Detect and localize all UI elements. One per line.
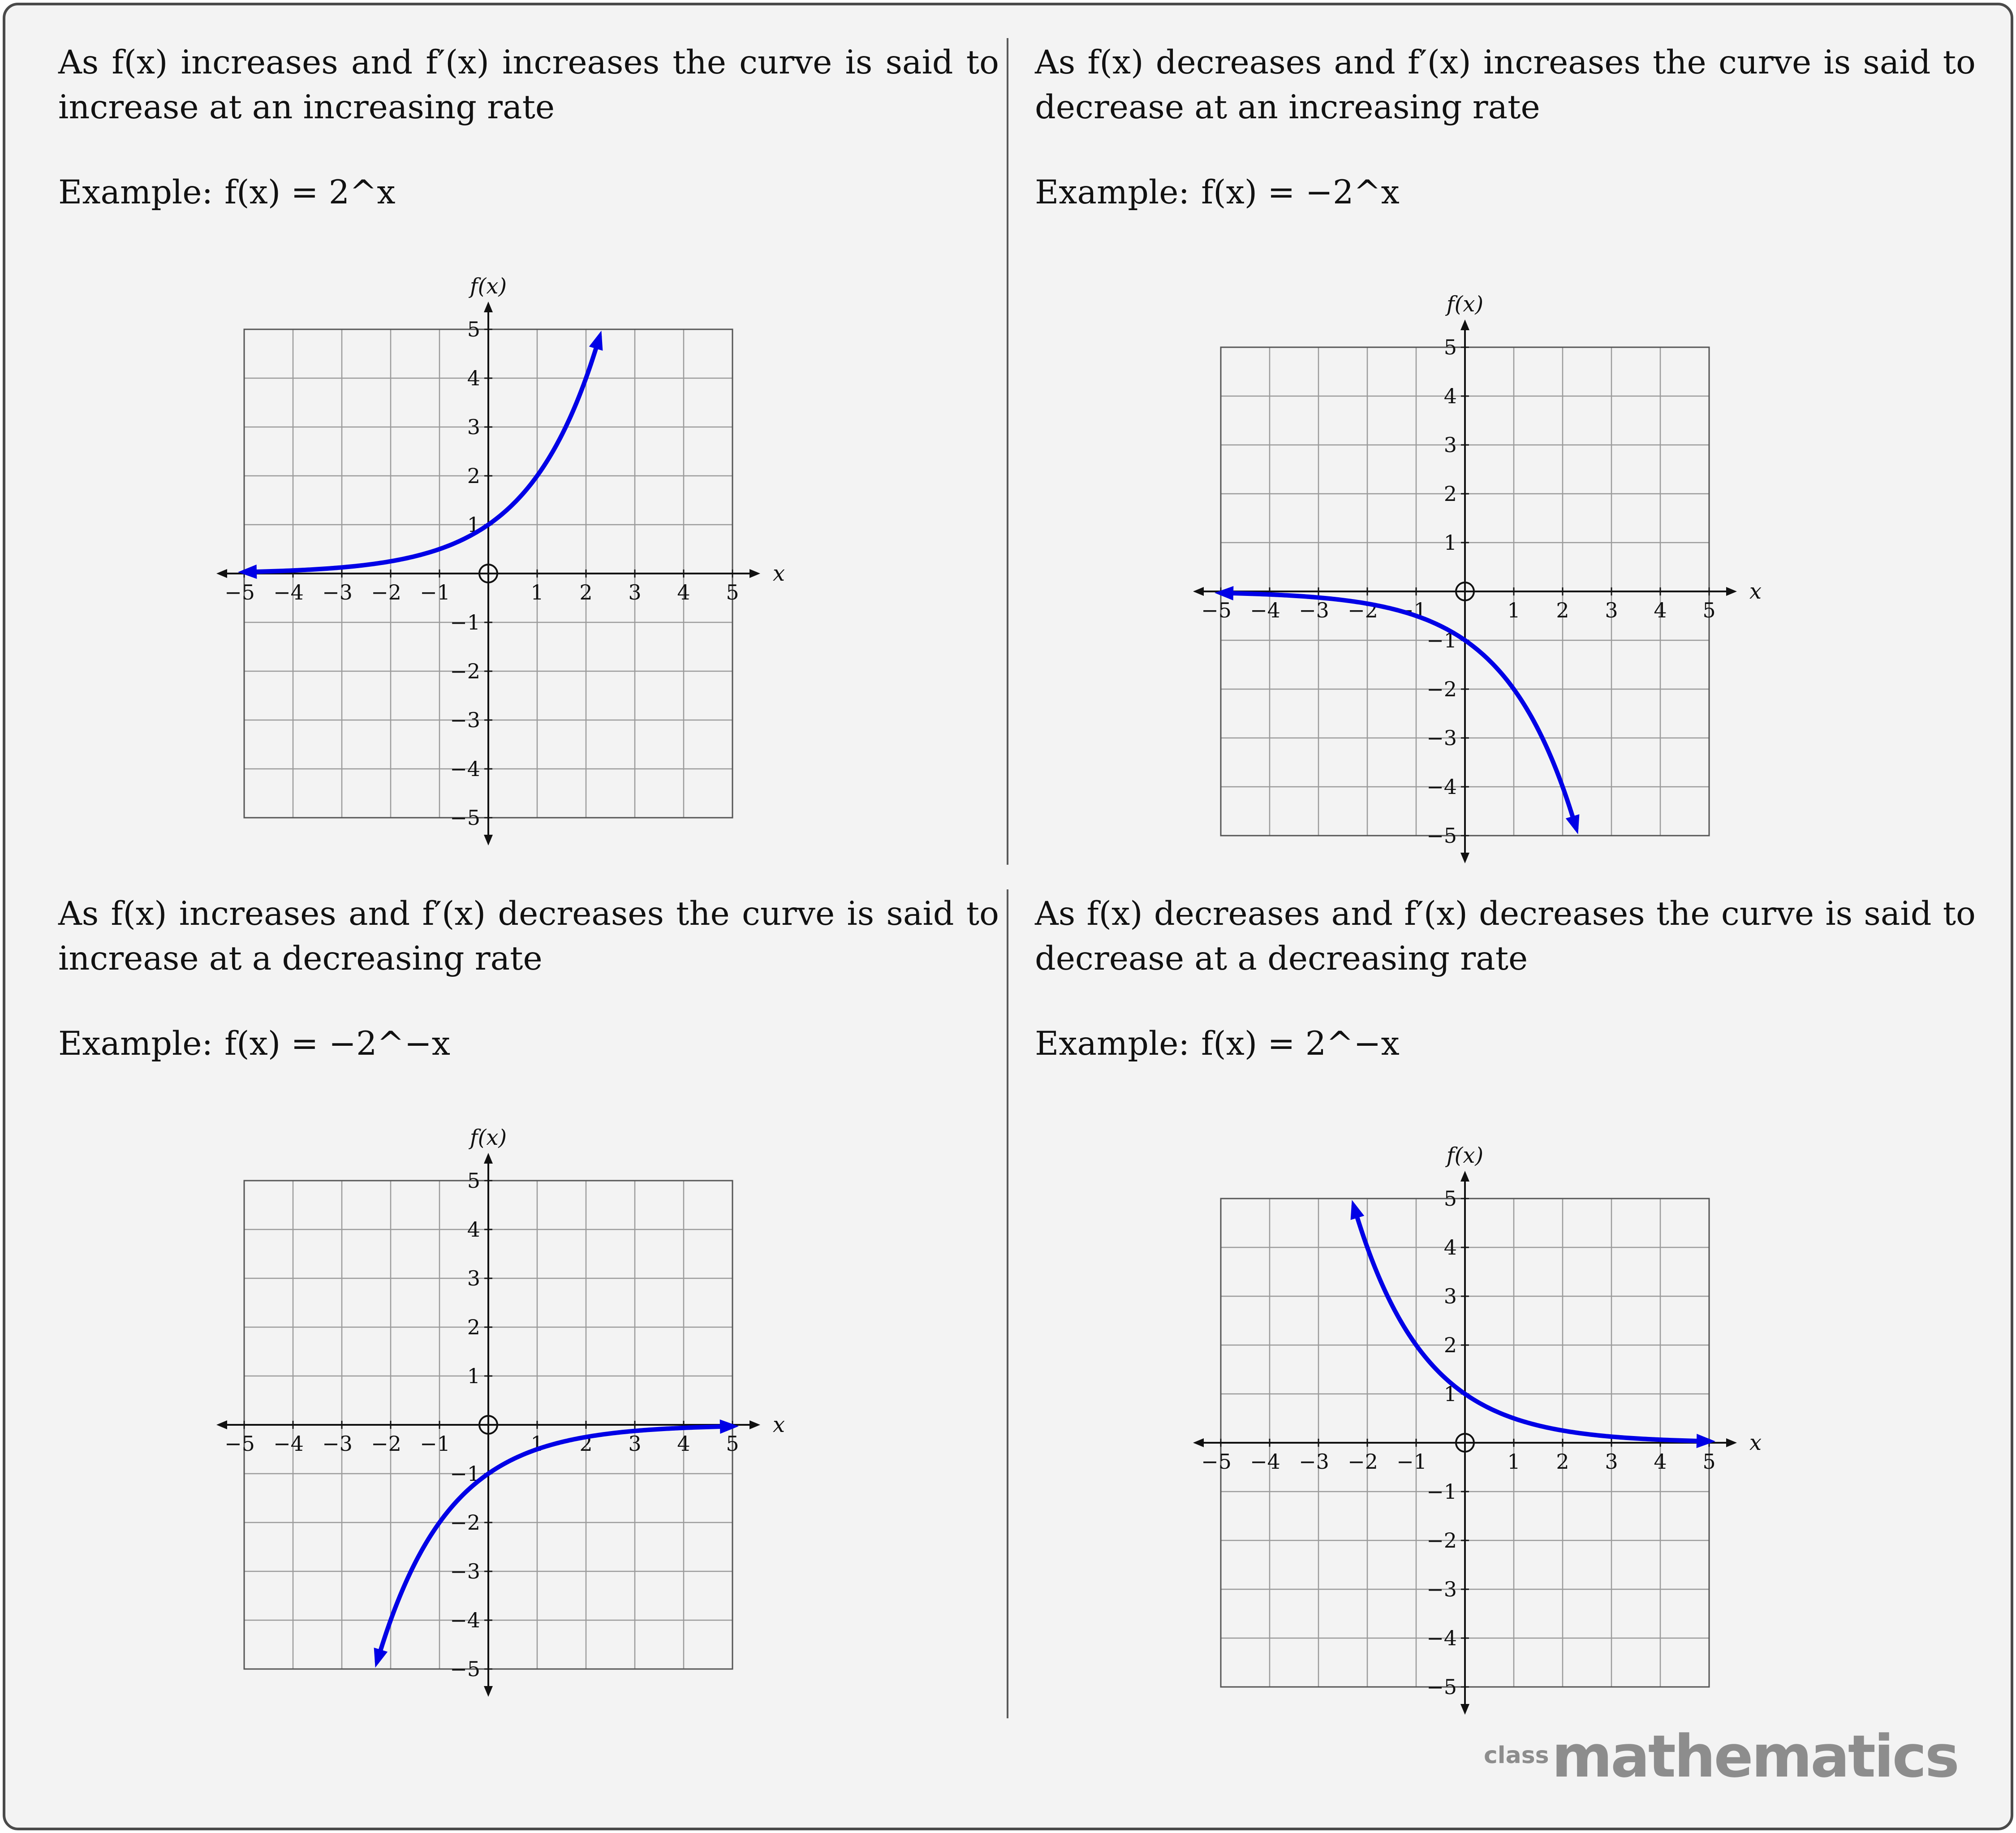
y-tick-label: 5 <box>1443 1186 1457 1211</box>
y-tick-label: 2 <box>1443 1333 1457 1357</box>
x-tick-label: −3 <box>1299 1449 1329 1474</box>
y-tick-label: −1 <box>450 610 480 634</box>
vertical-divider-top <box>1007 38 1008 865</box>
y-tick-label: 5 <box>467 317 480 341</box>
curve-arrow-end <box>1566 814 1580 834</box>
x-tick-label: 2 <box>579 580 593 604</box>
x-axis-label: x <box>773 1412 785 1437</box>
x-tick-label: −4 <box>1250 1449 1280 1474</box>
curve-arrow-start <box>374 1648 388 1668</box>
y-tick-label: 2 <box>1443 482 1457 506</box>
x-tick-label: −1 <box>420 580 450 604</box>
example-formula: f(x) = −2^−x <box>224 1025 450 1063</box>
x-tick-label: 1 <box>530 1432 544 1456</box>
curve-arrow-start <box>1351 1200 1365 1220</box>
y-tick-label: −2 <box>1426 1528 1457 1553</box>
y-axis-arrow-down <box>484 835 493 845</box>
brand-logo <box>1484 1722 1958 1790</box>
y-axis-label: f(x) <box>1446 1143 1484 1168</box>
x-tick-label: −2 <box>1348 1449 1378 1474</box>
x-axis-label: x <box>1749 1430 1762 1455</box>
x-axis-arrow-right <box>1726 1438 1737 1447</box>
y-tick-label: 4 <box>1443 384 1457 408</box>
y-tick-label: −4 <box>450 757 480 781</box>
x-tick-label: 5 <box>726 1432 739 1456</box>
example-formula: f(x) = −2^x <box>1201 173 1400 211</box>
panel-description: As f(x) decreases and f′(x) decreases the curve is said to decrease at a decreasing rate <box>1035 895 1976 978</box>
x-tick-label: −5 <box>1201 1449 1232 1474</box>
function-curve <box>1354 1206 1709 1441</box>
y-tick-label: 1 <box>1443 530 1457 555</box>
example-line <box>1035 1022 1400 1066</box>
x-tick-label: −3 <box>322 1432 353 1456</box>
x-tick-label: −5 <box>224 1432 255 1456</box>
y-tick-label: 5 <box>467 1169 480 1193</box>
y-tick-label: 4 <box>467 366 480 390</box>
x-tick-label: 2 <box>579 1432 593 1456</box>
function-curve <box>1221 593 1576 828</box>
x-tick-label: −2 <box>371 580 401 604</box>
x-tick-label: −3 <box>322 580 353 604</box>
y-axis-arrow-up <box>484 302 493 312</box>
x-tick-label: 3 <box>1605 1449 1618 1474</box>
y-tick-label: 4 <box>1443 1235 1457 1259</box>
y-tick-label: −1 <box>450 1462 480 1486</box>
x-tick-label: −4 <box>1250 598 1280 622</box>
y-tick-label: −4 <box>1426 1626 1457 1650</box>
y-tick-label: −4 <box>1426 775 1457 799</box>
x-tick-label: 1 <box>1507 598 1521 622</box>
y-tick-label: −4 <box>450 1608 480 1632</box>
curve-arrow-end <box>1697 1434 1715 1448</box>
x-tick-label: −1 <box>1396 598 1427 622</box>
example-line <box>58 170 396 215</box>
y-tick-label: 2 <box>467 464 480 488</box>
y-tick-label: 5 <box>1443 335 1457 359</box>
example-line <box>58 1022 450 1066</box>
y-tick-label: −5 <box>450 806 480 830</box>
x-tick-label: 4 <box>677 580 690 604</box>
example-formula: f(x) = 2^−x <box>1201 1025 1400 1063</box>
function-curve <box>244 336 599 572</box>
y-tick-label: 1 <box>1443 1382 1457 1406</box>
x-tick-label: −4 <box>273 580 304 604</box>
x-tick-label: 3 <box>628 580 642 604</box>
x-axis-arrow-right <box>750 1420 760 1429</box>
y-tick-label: −1 <box>1426 1479 1457 1504</box>
x-tick-label: 2 <box>1556 1449 1569 1474</box>
function-curve <box>377 1426 732 1661</box>
x-tick-label: −2 <box>371 1432 401 1456</box>
y-axis-label: f(x) <box>470 1125 507 1150</box>
x-tick-label: 5 <box>1702 1449 1716 1474</box>
y-tick-label: −5 <box>450 1657 480 1681</box>
x-tick-label: −3 <box>1299 598 1329 622</box>
panel-description: As f(x) decreases and f′(x) increases the curve is said to decrease at an increasing rate <box>1035 43 1976 126</box>
x-tick-label: 5 <box>1702 598 1716 622</box>
y-tick-label: 3 <box>467 1266 480 1290</box>
x-tick-label: −5 <box>224 580 255 604</box>
x-tick-label: −2 <box>1348 598 1378 622</box>
x-tick-label: 4 <box>1654 1449 1667 1474</box>
logo-small-text: class <box>1483 1742 1549 1769</box>
x-axis-label: x <box>773 561 785 586</box>
y-tick-label: 3 <box>1443 433 1457 457</box>
x-tick-label: −5 <box>1201 598 1232 622</box>
graph-2-pow-x <box>224 269 815 851</box>
curve-arrow-end <box>589 331 603 351</box>
y-tick-label: −5 <box>1426 824 1457 848</box>
panel-description: As f(x) increases and f′(x) increases the curve is said to increase at an increasing rate <box>58 43 999 126</box>
example-label: Example: <box>1035 1025 1190 1063</box>
y-tick-label: 1 <box>467 1364 480 1388</box>
graph-2-pow-neg-x <box>1201 1138 1792 1721</box>
x-tick-label: −4 <box>273 1432 304 1456</box>
y-tick-label: −2 <box>450 1510 480 1535</box>
axes <box>216 274 785 845</box>
x-tick-label: 4 <box>677 1432 690 1456</box>
x-tick-label: 4 <box>1654 598 1667 622</box>
y-tick-label: −2 <box>1426 677 1457 701</box>
y-tick-label: −3 <box>1426 726 1457 750</box>
x-tick-label: 3 <box>1605 598 1618 622</box>
y-tick-label: −2 <box>450 659 480 683</box>
example-label: Example: <box>58 1025 213 1063</box>
x-tick-label: 1 <box>1507 1449 1521 1474</box>
y-axis-arrow-up <box>1460 319 1469 330</box>
vertical-divider-bottom <box>1007 889 1008 1718</box>
logo-big-text: mathematics <box>1551 1722 1958 1790</box>
x-tick-label: −1 <box>1396 1449 1427 1474</box>
y-axis-arrow-down <box>1460 853 1469 863</box>
x-axis-arrow-right <box>1726 587 1737 596</box>
example-formula: f(x) = 2^x <box>224 173 396 211</box>
y-tick-label: 3 <box>1443 1284 1457 1308</box>
panel-description: As f(x) increases and f′(x) decreases the curve is said to increase at a decreasing rate <box>58 895 999 978</box>
axes <box>1193 1143 1762 1715</box>
y-tick-label: 1 <box>467 513 480 537</box>
y-tick-label: 2 <box>467 1315 480 1339</box>
example-label: Example: <box>1035 173 1190 211</box>
y-axis-arrow-down <box>1460 1704 1469 1715</box>
y-tick-label: −1 <box>1426 628 1457 652</box>
y-tick-label: 4 <box>467 1217 480 1242</box>
x-axis-arrow-right <box>750 569 760 578</box>
x-tick-label: −1 <box>420 1432 450 1456</box>
y-axis-label: f(x) <box>470 274 507 299</box>
y-axis-arrow-up <box>484 1153 493 1164</box>
axes <box>1193 292 1762 863</box>
y-axis-arrow-down <box>484 1686 493 1697</box>
y-tick-label: −5 <box>1426 1675 1457 1699</box>
y-tick-label: −3 <box>450 1559 480 1583</box>
x-tick-label: 2 <box>1556 598 1569 622</box>
y-tick-label: −3 <box>1426 1577 1457 1601</box>
y-axis-arrow-up <box>1460 1171 1469 1182</box>
y-tick-label: 3 <box>467 415 480 439</box>
y-tick-label: −3 <box>450 708 480 732</box>
graph-neg-2-pow-neg-x <box>224 1120 815 1703</box>
y-axis-label: f(x) <box>1446 292 1484 317</box>
example-label: Example: <box>58 173 213 211</box>
x-tick-label: 1 <box>530 580 544 604</box>
axes <box>216 1125 785 1697</box>
x-tick-label: 5 <box>726 580 739 604</box>
example-line <box>1035 170 1400 215</box>
x-tick-label: 3 <box>628 1432 642 1456</box>
x-axis-label: x <box>1749 579 1762 604</box>
curve-arrow-start <box>238 565 257 579</box>
graph-neg-2-pow-x <box>1201 287 1792 869</box>
